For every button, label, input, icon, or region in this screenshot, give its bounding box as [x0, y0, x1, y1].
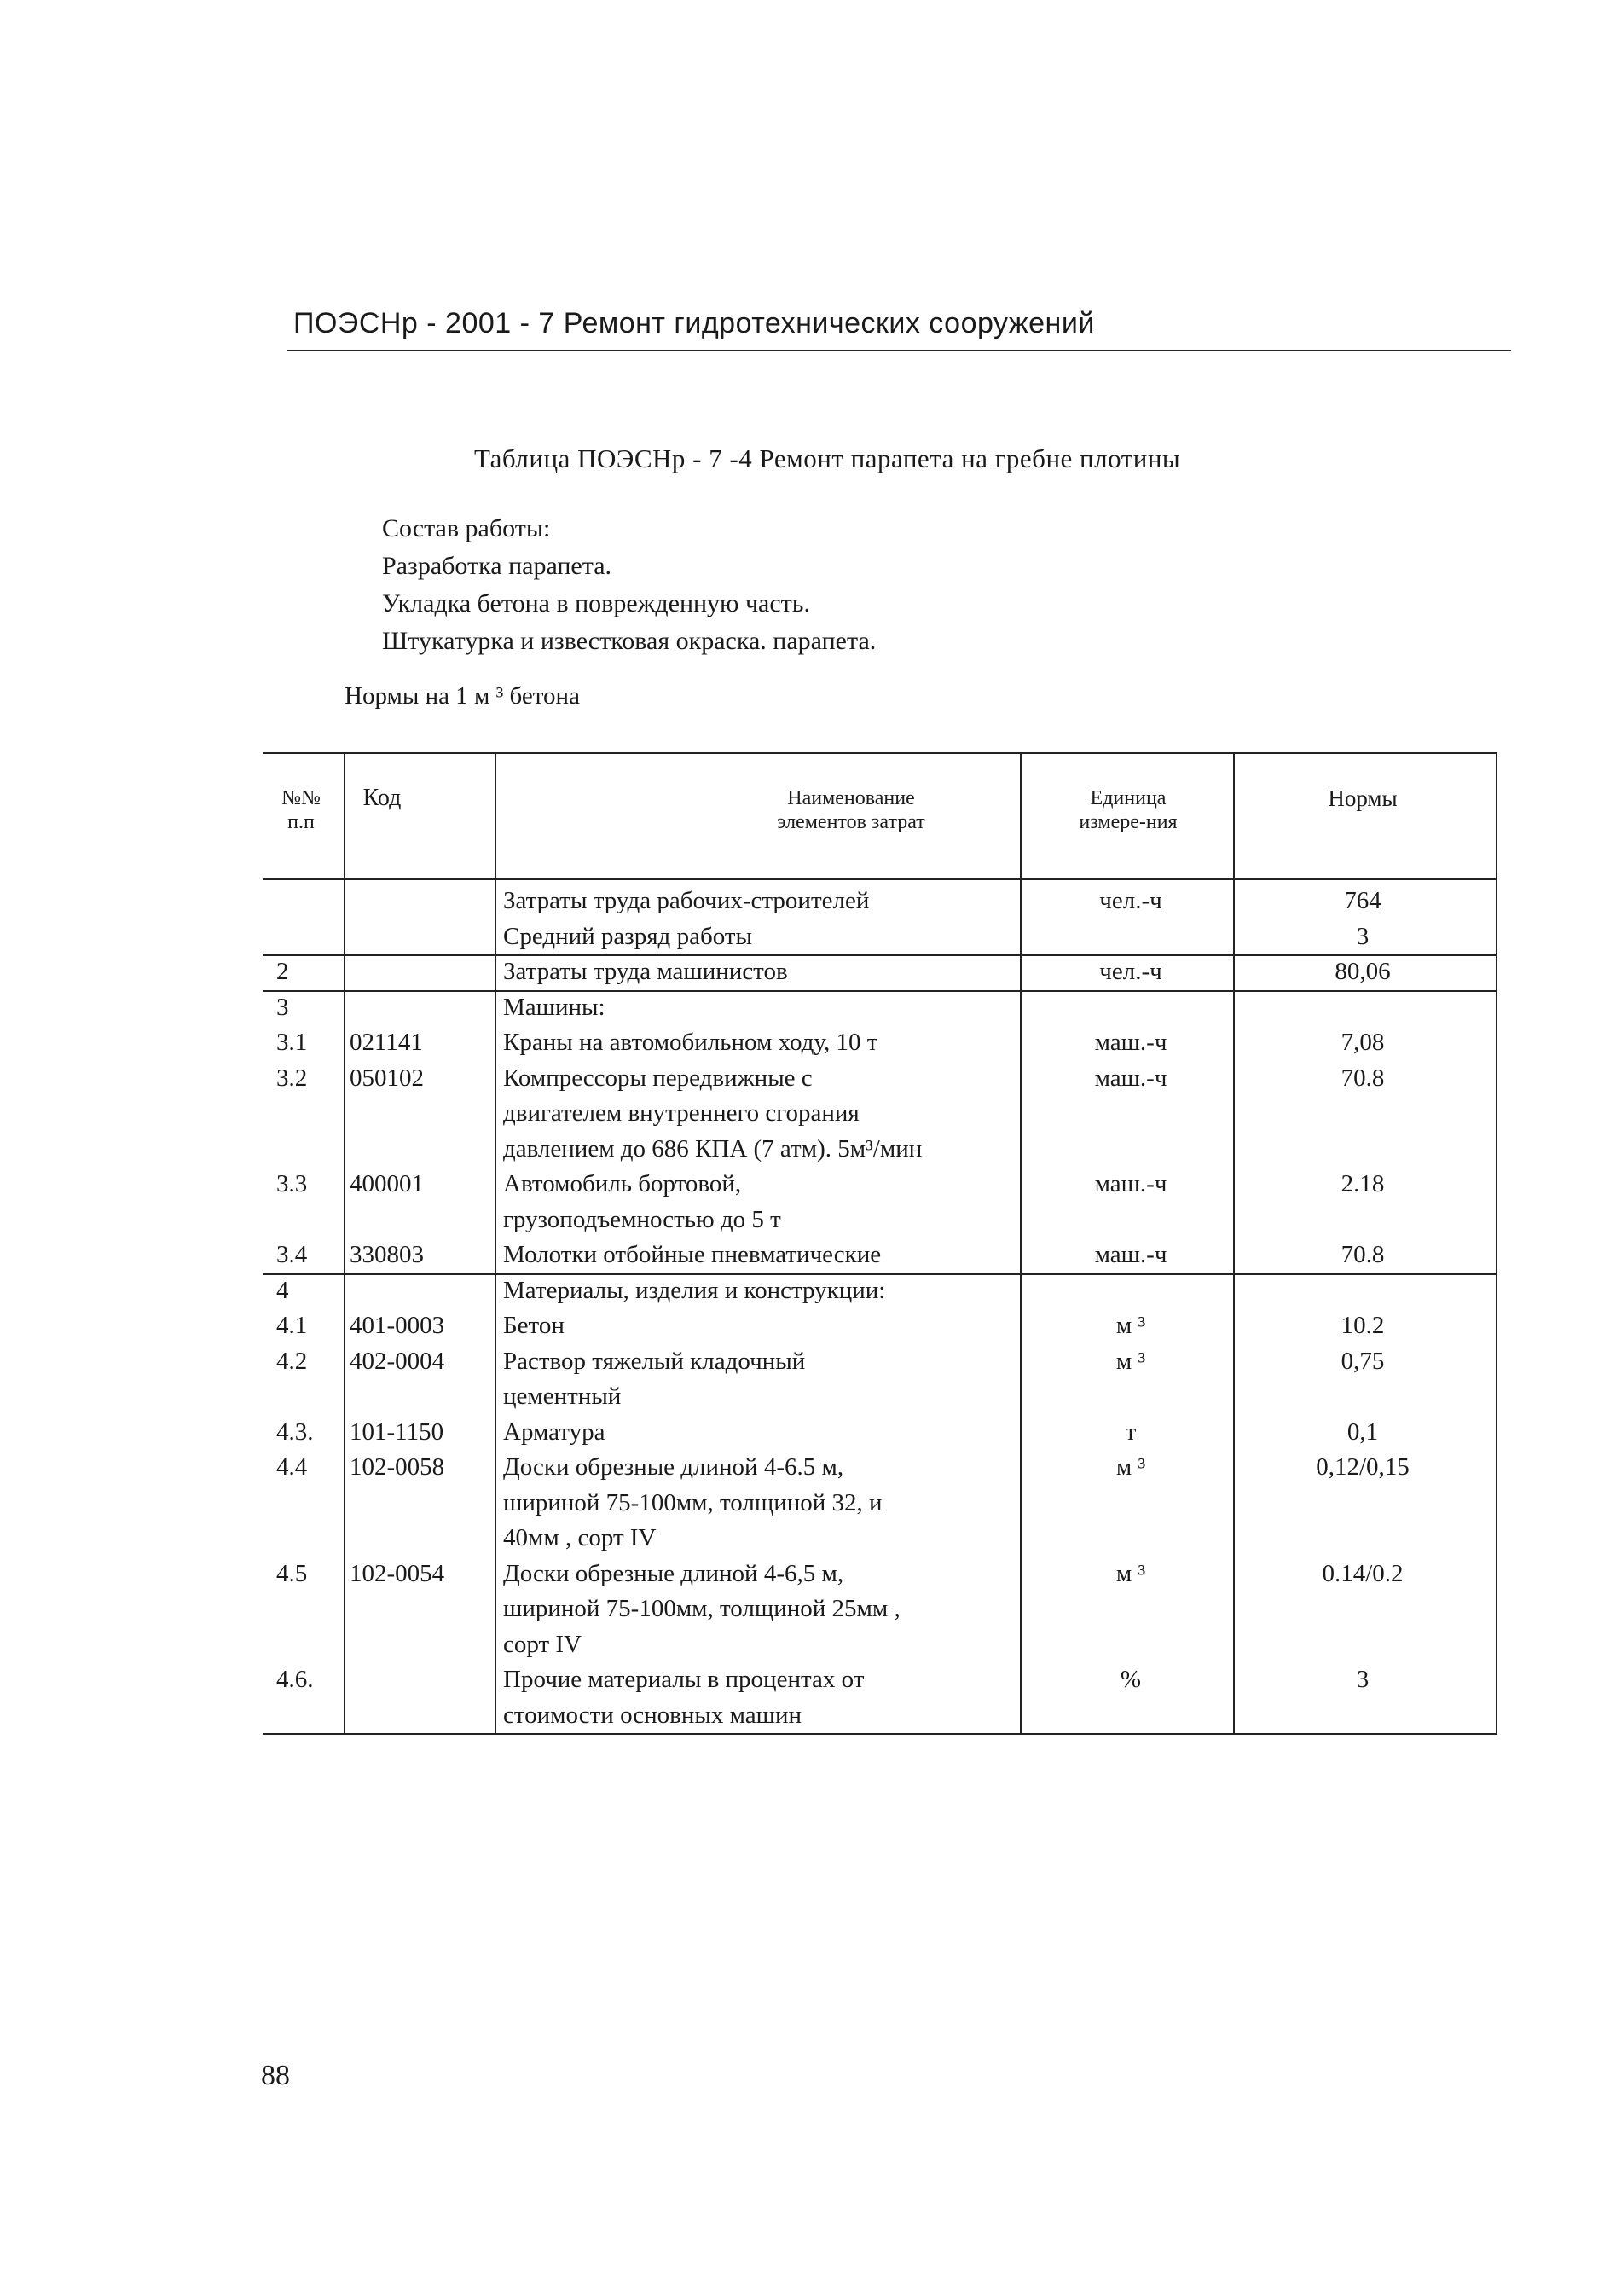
table-cell-norm: 3: [1356, 922, 1370, 950]
table-cell-norm: 3: [1356, 1666, 1370, 1693]
header-unit: Единица измере-ния: [1079, 787, 1178, 833]
table-cell-unit: маш.-ч: [1094, 1170, 1167, 1197]
table-rule: [263, 878, 1497, 880]
table-cell-unit: %: [1120, 1666, 1142, 1693]
table-cell-unit: чел.-ч: [1099, 958, 1162, 985]
table-cell-name: Раствор тяжелый кладочный: [503, 1347, 806, 1375]
header-name: Наименование элементов затрат: [777, 787, 925, 833]
table-column-rule: [1496, 752, 1497, 1735]
norms-unit-note: Нормы на 1 м ³ бетона: [345, 682, 580, 710]
table-column-rule: [1020, 752, 1022, 1735]
table-cell-no: 4.4: [276, 1453, 308, 1481]
composition-item: Штукатурка и известковая окраска. парапета.: [382, 627, 877, 655]
table-column-rule: [1233, 752, 1235, 1735]
table-cell-norm: 80,06: [1335, 958, 1391, 985]
table-cell-no: 4.5: [276, 1559, 308, 1587]
work-composition: [382, 510, 876, 660]
table-cell-no: 2: [276, 958, 289, 985]
table-cell-norm: 70.8: [1341, 1241, 1385, 1268]
table-cell-norm: 0,1: [1346, 1418, 1379, 1446]
table-cell-no: 4: [276, 1276, 289, 1304]
table-cell-code: 400001: [350, 1170, 424, 1197]
header-rule: [287, 350, 1511, 351]
table-cell-name: цементный: [503, 1383, 622, 1410]
table-cell-code: 102-0054: [350, 1559, 445, 1587]
table-cell-code: 021141: [350, 1029, 423, 1056]
table-cell-code: 330803: [350, 1241, 424, 1268]
composition-item: Разработка парапета.: [382, 552, 612, 580]
table-cell-name: Затраты труда рабочих-строителей: [503, 887, 870, 914]
table-cell-norm: 0.14/0.2: [1322, 1559, 1404, 1587]
table-cell-unit: чел.-ч: [1099, 887, 1162, 914]
table-cell-unit: т: [1125, 1418, 1137, 1446]
table-cell-no: 3.4: [276, 1241, 308, 1268]
header-norm: Нормы: [1328, 786, 1398, 811]
table-cell-code: 101-1150: [350, 1418, 444, 1446]
table-cell-no: 4.1: [276, 1312, 308, 1339]
table-cell-unit: маш.-ч: [1094, 1064, 1167, 1092]
table-cell-name: Краны на автомобильном ходу, 10 т: [503, 1029, 878, 1056]
table-cell-norm: 70.8: [1341, 1064, 1385, 1092]
table-cell-unit: м ³: [1115, 1312, 1146, 1339]
composition-heading: Состав работы:: [382, 514, 551, 542]
table-cell-norm: 7,08: [1341, 1029, 1385, 1056]
table-cell-name: Молотки отбойные пневматические: [503, 1241, 882, 1268]
norms-table: [263, 751, 1497, 1736]
table-cell-norm: 10.2: [1341, 1312, 1385, 1339]
table-rule: [263, 990, 1497, 992]
table-title: Таблица ПОЭСНр - 7 -4 Ремонт парапета на гребне плотины: [474, 444, 1181, 473]
table-rule: [263, 954, 1497, 956]
table-cell-code: 402-0004: [350, 1347, 445, 1375]
table-cell-name: Затраты труда машинистов: [503, 958, 788, 985]
table-cell-name: грузоподъемностью до 5 т: [503, 1205, 781, 1233]
table-cell-no: 4.6.: [276, 1666, 314, 1693]
table-cell-name: двигателем внутреннего сгорания: [503, 1099, 860, 1127]
table-cell-no: 3.2: [276, 1064, 308, 1092]
table-cell-unit: маш.-ч: [1094, 1029, 1167, 1056]
table-cell-name: Машины:: [503, 993, 605, 1021]
table-cell-name: Материалы, изделия и конструкции:: [503, 1276, 886, 1304]
table-cell-no: 3.1: [276, 1029, 308, 1056]
table-cell-unit: м ³: [1115, 1347, 1146, 1375]
table-cell-name: давлением до 686 КПА (7 атм). 5м³/мин: [503, 1134, 923, 1162]
table-cell-norm: 764: [1344, 887, 1381, 914]
table-column-rule: [495, 752, 496, 1735]
table-cell-name: Средний разряд работы: [503, 922, 752, 950]
header-no: №№ п.п: [281, 787, 321, 833]
table-cell-no: 3.3: [276, 1170, 308, 1197]
table-cell-code: 102-0058: [350, 1453, 445, 1481]
table-cell-unit: м ³: [1115, 1559, 1146, 1587]
table-cell-no: 3: [276, 993, 289, 1021]
composition-item: Укладка бетона в поврежденную часть.: [382, 589, 810, 617]
table-cell-name: Доски обрезные длиной 4-6,5 м,: [503, 1559, 844, 1587]
table-cell-unit: маш.-ч: [1094, 1241, 1167, 1268]
table-top-rule: [263, 752, 1497, 754]
table-cell-name: шириной 75-100мм, толщиной 25мм ,: [503, 1595, 901, 1622]
table-cell-name: Доски обрезные длиной 4-6.5 м,: [503, 1453, 844, 1481]
table-cell-norm: 0,75: [1341, 1347, 1385, 1375]
table-cell-no: 4.2: [276, 1347, 308, 1375]
table-cell-name: Бетон: [503, 1312, 565, 1339]
table-cell-code: 050102: [350, 1064, 424, 1092]
table-cell-norm: 2.18: [1341, 1170, 1385, 1197]
page-number: 88: [261, 2060, 290, 2091]
table-cell-norm: 0,12/0,15: [1316, 1453, 1410, 1481]
table-cell-code: 401-0003: [350, 1312, 445, 1339]
header-code: Код: [362, 785, 402, 811]
table-cell-name: Арматура: [503, 1418, 605, 1446]
table-column-rule: [344, 752, 345, 1735]
table-cell-name: 40мм , сорт IV: [503, 1524, 657, 1551]
table-cell-name: стоимости основных машин: [503, 1701, 802, 1729]
table-rule: [263, 1273, 1497, 1275]
table-cell-name: сорт IV: [503, 1630, 582, 1658]
table-cell-unit: м ³: [1115, 1453, 1146, 1481]
document-header: ПОЭСНр - 2001 - 7 Ремонт гидротехнических сооружений: [293, 307, 1095, 339]
table-cell-name: Прочие материалы в процентах от: [503, 1666, 865, 1693]
table-cell-name: Автомобиль бортовой,: [503, 1170, 742, 1197]
table-cell-no: 4.3.: [276, 1418, 314, 1446]
table-cell-name: шириной 75-100мм, толщиной 32, и: [503, 1488, 883, 1516]
table-cell-name: Компрессоры передвижные с: [503, 1064, 813, 1092]
table-rule: [263, 1733, 1497, 1735]
